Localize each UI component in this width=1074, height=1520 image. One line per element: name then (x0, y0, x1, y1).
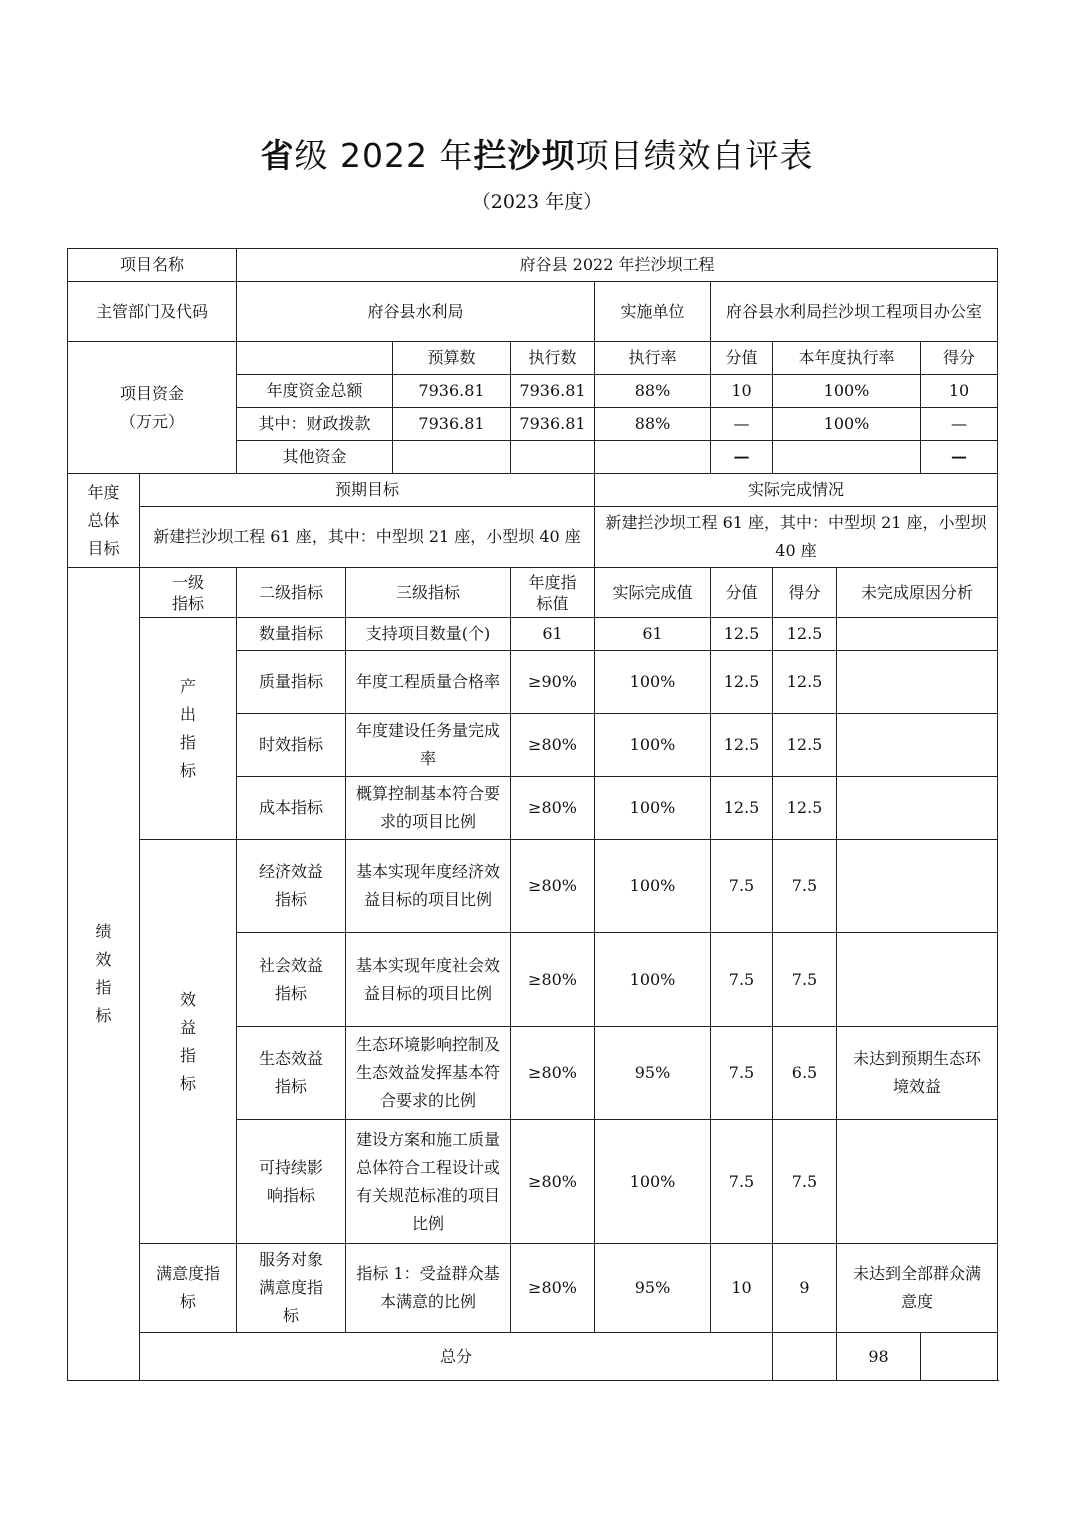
level2-header: 二级指标 (237, 568, 346, 618)
fund-year-rate (773, 441, 921, 474)
score-cell: 12.5 (773, 714, 837, 777)
actual-goal-text: 新建拦沙坝工程 61 座，其中：中型坝 21 座，小型坝 40 座 (595, 507, 998, 568)
reason-cell (837, 1120, 998, 1244)
weight-header: 分值 (711, 342, 773, 375)
actual-value-header: 实际完成值 (595, 568, 711, 618)
fund-name: 其他资金 (237, 441, 393, 474)
level3-cell: 基本实现年度经济效益目标的项目比例 (346, 840, 511, 933)
target-cell: ≥80% (511, 714, 595, 777)
level3-cell: 建设方案和施工质量总体符合工程设计或有关规范标准的项目比例 (346, 1120, 511, 1244)
level2-cell: 生态效益 指标 (237, 1027, 346, 1120)
fund-name: 其中：财政拨款 (237, 408, 393, 441)
target-cell: ≥90% (511, 651, 595, 714)
executed-header: 执行数 (511, 342, 595, 375)
score-cell: 12.5 (773, 777, 837, 840)
weight-cell: 7.5 (711, 840, 773, 933)
reason-cell (837, 840, 998, 933)
actual-cell: 61 (595, 618, 711, 651)
target-cell: ≥80% (511, 1027, 595, 1120)
ind-score-header: 得分 (773, 568, 837, 618)
fund-rate: 88% (595, 375, 711, 408)
level3-header: 三级指标 (346, 568, 511, 618)
department-label: 主管部门及代码 (68, 282, 237, 342)
level2-cell: 社会效益 指标 (237, 933, 346, 1027)
level3-cell: 概算控制基本符合要求的项目比例 (346, 777, 511, 840)
weight-cell: 12.5 (711, 777, 773, 840)
fund-weight: 10 (711, 375, 773, 408)
ind-weight-header: 分值 (711, 568, 773, 618)
benefit-indicator-label: 效 益 指 标 (140, 840, 237, 1244)
level2-cell: 经济效益 指标 (237, 840, 346, 933)
target-cell: ≥80% (511, 840, 595, 933)
total-score: 98 (837, 1333, 921, 1381)
satisfaction-indicator-label: 满意度指 标 (140, 1244, 237, 1333)
fund-budget: 7936.81 (393, 408, 511, 441)
fund-executed (511, 441, 595, 474)
score-cell: 7.5 (773, 1120, 837, 1244)
fund-name: 年度资金总额 (237, 375, 393, 408)
exec-rate-header: 执行率 (595, 342, 711, 375)
fund-rate: 88% (595, 408, 711, 441)
weight-cell: 7.5 (711, 1027, 773, 1120)
level3-cell: 指标 1：受益群众基本满意的比例 (346, 1244, 511, 1333)
level3-cell: 基本实现年度社会效益目标的项目比例 (346, 933, 511, 1027)
department-value: 府谷县水利局 (237, 282, 595, 342)
reason-cell (837, 777, 998, 840)
actual-cell: 100% (595, 933, 711, 1027)
weight-cell: 12.5 (711, 651, 773, 714)
target-cell: 61 (511, 618, 595, 651)
actual-cell: 95% (595, 1027, 711, 1120)
project-name-value: 府谷县 2022 年拦沙坝工程 (237, 249, 998, 282)
actual-goal-header: 实际完成情况 (595, 474, 998, 507)
level1-header: 一级 指标 (140, 568, 237, 618)
weight-cell: 7.5 (711, 933, 773, 1027)
level2-cell: 质量指标 (237, 651, 346, 714)
fund-budget (393, 441, 511, 474)
score-cell: 7.5 (773, 840, 837, 933)
fund-score: — (921, 408, 998, 441)
page-title (0, 130, 1074, 177)
actual-cell: 95% (595, 1244, 711, 1333)
actual-cell: 100% (595, 714, 711, 777)
reason-cell (837, 933, 998, 1027)
level2-cell: 成本指标 (237, 777, 346, 840)
performance-label: 绩 效 指 标 (68, 568, 140, 1381)
total-reason (921, 1333, 998, 1381)
score-cell: 12.5 (773, 651, 837, 714)
weight-cell: 12.5 (711, 714, 773, 777)
total-label: 总分 (140, 1333, 773, 1381)
reason-cell: 未达到全部群众满意度 (837, 1244, 998, 1333)
annual-target-header: 年度指 标值 (511, 568, 595, 618)
target-cell: ≥80% (511, 933, 595, 1027)
fund-budget: 7936.81 (393, 375, 511, 408)
reason-cell (837, 618, 998, 651)
score-cell: 6.5 (773, 1027, 837, 1120)
reason-cell: 未达到预期生态环境效益 (837, 1027, 998, 1120)
project-name-label: 项目名称 (68, 249, 237, 282)
actual-cell: 100% (595, 777, 711, 840)
fund-executed: 7936.81 (511, 408, 595, 441)
implementer-label: 实施单位 (595, 282, 711, 342)
title-part: 级 2022 年 (294, 136, 474, 175)
score-cell: 7.5 (773, 933, 837, 1027)
level2-cell: 服务对象 满意度指 标 (237, 1244, 346, 1333)
implementer-value: 府谷县水利局拦沙坝工程项目办公室 (711, 282, 998, 342)
budget-header: 预算数 (393, 342, 511, 375)
level3-cell: 年度工程质量合格率 (346, 651, 511, 714)
level2-cell: 数量指标 (237, 618, 346, 651)
score-cell: 12.5 (773, 618, 837, 651)
score-header: 得分 (921, 342, 998, 375)
page-subtitle: （2023 年度） (471, 191, 603, 213)
weight-cell: 12.5 (711, 618, 773, 651)
fund-year-rate: 100% (773, 408, 921, 441)
annual-goal-label: 年度 总体 目标 (68, 474, 140, 568)
target-cell: ≥80% (511, 777, 595, 840)
level2-cell: 可持续影 响指标 (237, 1120, 346, 1244)
fund-executed: 7936.81 (511, 375, 595, 408)
score-cell: 9 (773, 1244, 837, 1333)
level2-cell: 时效指标 (237, 714, 346, 777)
actual-cell: 100% (595, 651, 711, 714)
fund-year-rate: 100% (773, 375, 921, 408)
fund-weight: — (711, 441, 773, 474)
funds-label: 项目资金 （万元） (68, 342, 237, 474)
reason-cell (837, 714, 998, 777)
weight-cell: 7.5 (711, 1120, 773, 1244)
fund-weight: — (711, 408, 773, 441)
fund-rate (595, 441, 711, 474)
title-part: 拦沙坝 (473, 136, 576, 175)
output-indicator-label: 产 出 指 标 (140, 618, 237, 840)
total-weight (773, 1333, 837, 1381)
fund-score: — (921, 441, 998, 474)
level3-cell: 年度建设任务量完成率 (346, 714, 511, 777)
title-part: 省 (260, 136, 295, 175)
title-part: 项目绩效自评表 (575, 136, 814, 175)
fund-score: 10 (921, 375, 998, 408)
funds-header-blank (237, 342, 393, 375)
reason-cell (837, 651, 998, 714)
expected-goal-text: 新建拦沙坝工程 61 座，其中：中型坝 21 座，小型坝 40 座 (140, 507, 595, 568)
expected-goal-header: 预期目标 (140, 474, 595, 507)
target-cell: ≥80% (511, 1244, 595, 1333)
level3-cell: 生态环境影响控制及生态效益发挥基本符合要求的比例 (346, 1027, 511, 1120)
reason-header: 未完成原因分析 (837, 568, 998, 618)
year-exec-rate-header: 本年度执行率 (773, 342, 921, 375)
weight-cell: 10 (711, 1244, 773, 1333)
evaluation-table (67, 248, 998, 1381)
target-cell: ≥80% (511, 1120, 595, 1244)
level3-cell: 支持项目数量(个) (346, 618, 511, 651)
actual-cell: 100% (595, 840, 711, 933)
actual-cell: 100% (595, 1120, 711, 1244)
